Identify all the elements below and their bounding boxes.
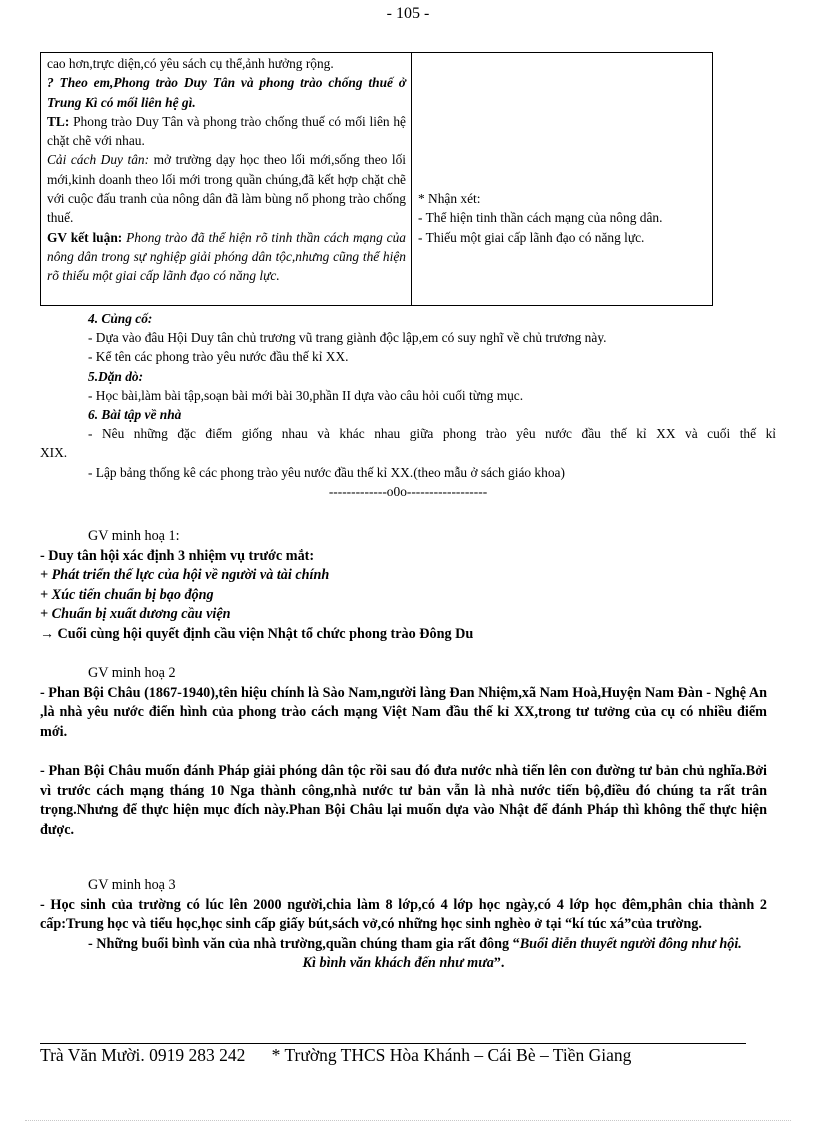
quote-end: ”. <box>493 955 505 972</box>
illustration-title: GV minh hoạ 1: <box>88 528 180 544</box>
illustration-paragraph: - Học sinh của trường có lúc lên 2000 người,chia làm 8 lớp,có 4 lớp học ngày,có 4 lớp học đêm,phân chia thành 2 cấp:Trung học và tiểu học,học sinh cấp giấy bút,sách vở,có những học sinh nghèo ở tại “kí túc xá”của trường. <box>40 896 767 933</box>
conclusion-label: GV kết luận: <box>47 229 127 245</box>
illustration-paragraph: - Phan Bội Châu (1867-1940),tên hiệu chính là Sào Nam,người làng Đan Nhiệm,xã Nam Hoà,Huyện Nam Đàn - Nghệ An ,là nhà yêu nước điển hình của phong trào cách mạng Việt Nam đầu thế kỉ XX,trong tư tưởng của cụ có nhiều điểm mới. <box>40 684 768 740</box>
question-text: ? Theo em,Phong trào Duy Tân và phong trào chống thuế ở Trung Kì có mối liên hệ gì. <box>47 75 406 110</box>
illustration-paragraph: - Phan Bội Châu muốn đánh Pháp giải phóng dân tộc rồi sau đó đưa nước nhà tiến lên con đường tư bản chủ nghĩa.Bởi vì trước cách mạng tháng 10 Nga thành công,nhà nước tư bản vẫn là nhà nước tiến bộ,điều đó chúng ta rất trân trọng.Nhưng để thực hiện mục đích này.Phan Bội Châu lại muốn dựa vào Nhật để đánh Pháp thì không thể thực hiện được. <box>40 762 767 838</box>
arrow-right-icon: → <box>40 626 54 642</box>
section-item: - Nêu những đặc điểm giống nhau và khác nhau giữa phong trào yêu nước đầu thế kỉ XX và cuối thế kỉ <box>88 426 776 442</box>
footer-rule <box>40 1043 746 1044</box>
remark-item: - Thể hiện tinh thần cách mạng của nông dân. <box>418 210 663 226</box>
table-left-question <box>47 73 406 112</box>
table-left-para-1 <box>47 54 406 73</box>
page-edge-dotted-line <box>25 1120 791 1121</box>
section-heading-consolidation: 4. Củng cố: <box>88 311 153 326</box>
section-item: - Học bài,làm bài tập,soạn bài mới bài 30,phần II dựa vào câu hỏi cuối từng mục. <box>88 387 524 403</box>
illustration-title: GV minh hoạ 2 <box>88 665 176 681</box>
table-left-conclusion <box>47 228 406 286</box>
reform-text: mở trường dạy học theo lối mới,sống theo lối mới,kinh doanh theo lối mới trong quần chúng,đã kết hợp chặt chẽ với cuộc đấu tranh của nông dân đã làm bùng nổ phong trào chống thuế. <box>47 152 406 226</box>
illustration-paragraph <box>40 935 767 955</box>
illustration-bullet: + Xúc tiến chuẩn bị bạo động <box>40 586 214 603</box>
remark-item: - Thiếu một giai cấp lãnh đạo có năng lực. <box>418 229 645 245</box>
table-left-column <box>41 53 412 305</box>
section-item: - Dựa vào đâu Hội Duy tân chủ trương vũ trang giành độc lập,em có suy nghĩ về chủ trương này. <box>88 330 607 346</box>
blank-line <box>40 742 767 762</box>
illustration-bullet: + Phát triển thế lực của hội về người và tài chính <box>40 567 330 584</box>
section-heading-homework: 6. Bài tập về nhà <box>88 407 182 423</box>
table-left-answer <box>47 112 406 151</box>
illustration-conclusion <box>40 625 767 645</box>
remark-title: * Nhận xét: <box>418 191 481 206</box>
answer-text: Phong trào Duy Tân và phong trào chống thuế có mối liên hệ chặt chẽ với nhau. <box>47 113 407 149</box>
section-heading-instructions: 5.Dặn dò: <box>88 368 144 384</box>
conclusion-text: Phong trào đã thể hiện rõ tinh thần cách mạng của nông dân trong sự nghiệp giải phóng dân tộc,nhưng cũng thể hiện rõ thiếu một giai cấp lãnh đạo có năng lực. <box>47 229 406 284</box>
illustration-2 <box>40 664 767 840</box>
reform-label: Cải cách Duy tân: <box>47 152 154 168</box>
illustration-title: GV minh hoạ 3 <box>88 877 176 893</box>
table-right-column <box>412 53 712 305</box>
conclusion-text: Cuối cùng hội quyết định cầu viện Nhật tổ chức phong trào Đông Du <box>57 625 474 642</box>
lesson-sections <box>40 309 776 501</box>
page-number: - 105 - <box>386 5 430 22</box>
illustration-text: - Duy tân hội xác định 3 nhiệm vụ trước mắt: <box>40 547 315 564</box>
quote-text: Kì bình văn khách đến như mưa <box>302 955 494 972</box>
left-text: cao hơn,trực diện,có yêu sách cụ thể,ảnh hưởng rộng. <box>47 56 334 71</box>
illustration-1 <box>40 527 767 645</box>
illustration-3 <box>40 876 767 974</box>
answer-label: TL: <box>47 113 74 129</box>
section-item: - Kể tên các phong trào yêu nước đầu thế kỉ XX. <box>88 349 349 365</box>
quote-line <box>40 954 767 974</box>
table-left-reform <box>47 150 406 227</box>
section-item-wrap: XIX. <box>40 445 68 461</box>
section-item: - Lập bảng thống kê các phong trào yêu nước đầu thế kỉ XX.(theo mẫu ở sách giáo khoa) <box>88 464 565 480</box>
paragraph-text: - Những buổi bình văn của nhà trường,quần chúng tham gia rất đông “ <box>88 935 520 952</box>
lesson-table <box>40 52 713 306</box>
quote-text: Buổi diễn thuyết người đông như hội. <box>519 935 742 952</box>
footer: Trà Văn Mười. 0919 283 242 * Trường THCS Hòa Khánh – Cái Bè – Tiền Giang <box>40 1045 632 1065</box>
illustration-bullet: + Chuẩn bị xuất dương cầu viện <box>40 606 231 623</box>
separator: -------------o0o------------------ <box>328 483 488 499</box>
